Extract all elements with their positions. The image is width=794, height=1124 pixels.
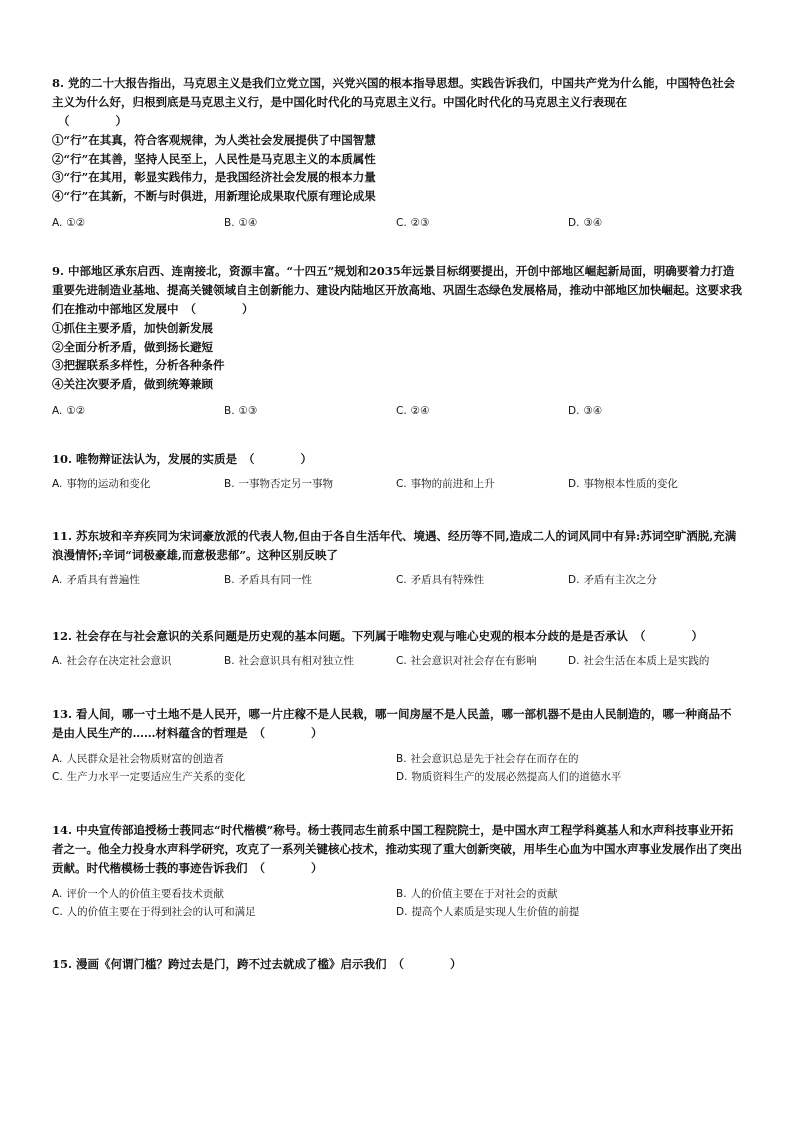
- statement: ③“行”在其用，彰显实践伟力，是我国经济社会发展的根本力量: [52, 170, 376, 184]
- statement: ①“行”在其真，符合客观规律，为人类社会发展提供了中国智慧: [52, 133, 376, 147]
- option-a: A. 矛盾具有普遍性: [52, 574, 140, 586]
- question-13: [52, 705, 742, 786]
- option-a: A. 社会存在决定社会意识: [52, 655, 172, 667]
- option-c: C. ②③: [396, 217, 430, 229]
- answer-blank: （ ）: [253, 861, 323, 875]
- answer-blank: （ ）: [253, 726, 323, 740]
- answer-blank: （ ）: [634, 629, 704, 643]
- question-text: 中央宣传部追授杨士莪同志“时代楷模”称号。杨士莪同志生前系中国工程院院士，是中国水声工程学科奠基人和水声科技事业开拓者之一。他全力投身水声科学研究，攻克了一系列关键核心技术，推动实现了重大创新突破，用毕生心血为中国水声事业发展作出了突出贡献。时代楷模杨士莪的事迹告诉我们: [52, 823, 742, 875]
- option-d: D. 事物根本性质的变化: [568, 478, 678, 490]
- option-d: D. 提高个人素质是实现人生价值的前提: [396, 906, 580, 918]
- option-c: C. 生产力水平一定要适应生产关系的变化: [52, 771, 246, 783]
- option-b: B. ①③: [224, 405, 258, 417]
- answer-blank: （ ）: [243, 452, 313, 466]
- option-d: D. ③④: [568, 405, 603, 417]
- question-stem: [52, 262, 742, 319]
- option-c: C. 社会意识对社会存在有影响: [396, 655, 537, 667]
- question-number: 11.: [52, 529, 73, 543]
- question-number: 8.: [52, 76, 65, 90]
- question-stem: [52, 527, 742, 565]
- question-8: [52, 74, 742, 232]
- option-c: C. 事物的前进和上升: [396, 478, 495, 490]
- question-number: 13.: [52, 707, 73, 721]
- option-b: B. 一事物否定另一事物: [224, 478, 334, 490]
- question-number: 15.: [52, 957, 73, 971]
- options: [52, 652, 742, 670]
- question-stem: [52, 821, 742, 878]
- option-c: C. 矛盾具有特殊性: [396, 574, 485, 586]
- option-d: D. 物质资料生产的发展必然提高人们的道德水平: [396, 771, 622, 783]
- options: [52, 214, 742, 232]
- option-a: A. 事物的运动和变化: [52, 478, 151, 490]
- question-text: 漫画《何谓门槛？跨过去是门，跨不过去就成了槛》启示我们: [76, 957, 387, 971]
- option-c: C. 人的价值主要在于得到社会的认可和满足: [52, 906, 256, 918]
- question-text: 看人间，哪一寸土地不是人民开，哪一片庄稼不是人民栽，哪一间房屋不是人民盖，哪一部机器不是由人民制造的，哪一种商品不是由人民生产的……材料蕴含的哲理是: [52, 707, 732, 740]
- question-number: 10.: [52, 452, 73, 466]
- options: [52, 402, 742, 420]
- option-b: B. 社会意识具有相对独立性: [224, 655, 355, 667]
- options: [52, 885, 742, 921]
- statement: ②“行”在其善，坚持人民至上，人民性是马克思主义的本质属性: [52, 151, 376, 166]
- question-text: 社会存在与社会意识的关系问题是历史观的基本问题。下列属于唯物史观与唯心史观的根本分歧的是是否承认: [76, 629, 629, 643]
- answer-blank: （ ）: [184, 302, 254, 316]
- options: [52, 571, 742, 589]
- question-stem: [52, 955, 742, 974]
- options: [52, 750, 742, 786]
- question-number: 9.: [52, 264, 65, 278]
- question-stem: [52, 450, 742, 469]
- option-c: C. ②④: [396, 405, 430, 417]
- option-b: B. 矛盾具有同一性: [224, 574, 313, 586]
- statement: ①抓住主要矛盾，加快创新发展: [52, 321, 213, 335]
- statement: ④“行”在其新，不断与时俱进，用新理论成果取代原有理论成果: [52, 188, 376, 203]
- question-stem: [52, 705, 742, 743]
- question-number: 14.: [52, 823, 73, 837]
- option-d: D. 矛盾有主次之分: [568, 574, 657, 586]
- question-15: [52, 955, 742, 974]
- question-text: 党的二十大报告指出，马克思主义是我们立党立国，兴党兴国的根本指导思想。实践告诉我们，中国共产党为什么能，中国特色社会主义为什么好，归根到底是马克思主义行，是中国化时代化的马克思主义行。中国化时代化的马克思主义行表现在: [52, 76, 736, 109]
- option-b: B. ①④: [224, 217, 258, 229]
- statement: ③把握联系多样性，分析各种条件: [52, 358, 225, 372]
- question-stem: [52, 74, 742, 131]
- question-12: [52, 627, 742, 670]
- question-14: [52, 821, 742, 921]
- options: [52, 475, 742, 493]
- question-11: [52, 527, 742, 589]
- question-text: 苏东坡和辛弃疾同为宋词豪放派的代表人物,但由于各自生活年代、境遇、经历等不同,造成二人的词风同中有异:苏词空旷洒脱,充满浪漫情怀;辛词“词极豪雄,而意极悲郁”。这种区别反映了: [52, 529, 737, 562]
- option-a: A. 评价一个人的价值主要看技术贡献: [52, 888, 224, 900]
- statement: ④关注次要矛盾，做到统筹兼顾: [52, 376, 213, 391]
- question-number: 12.: [52, 629, 73, 643]
- question-text: 唯物辩证法认为，发展的实质是: [76, 452, 238, 466]
- question-9: [52, 262, 742, 420]
- option-a: A. ①②: [52, 217, 86, 229]
- answer-blank: （ ）: [392, 957, 462, 971]
- option-a: A. ①②: [52, 405, 86, 417]
- question-stem: [52, 627, 742, 646]
- question-10: [52, 450, 742, 493]
- option-d: D. 社会生活在本质上是实践的: [568, 655, 710, 667]
- option-b: B. 社会意识总是先于社会存在而存在的: [396, 753, 579, 765]
- option-d: D. ③④: [568, 217, 603, 229]
- answer-blank: （ ）: [58, 114, 127, 128]
- statement: ②全面分析矛盾，做到扬长避短: [52, 339, 213, 354]
- option-a: A. 人民群众是社会物质财富的创造者: [52, 753, 224, 765]
- question-text: 中部地区承东启西、连南接北，资源丰富。“十四五”规划和2035年远景目标纲要提出，开创中部地区崛起新局面，明确要着力打造重要先进制造业基地、提高关键领域自主创新能力、建设内陆地区开放高地、巩固生态绿色发展格局，推动中部地区加快崛起。这要求我们在推动中部地区发展中: [52, 264, 742, 316]
- option-b: B. 人的价值主要在于对社会的贡献: [396, 888, 558, 900]
